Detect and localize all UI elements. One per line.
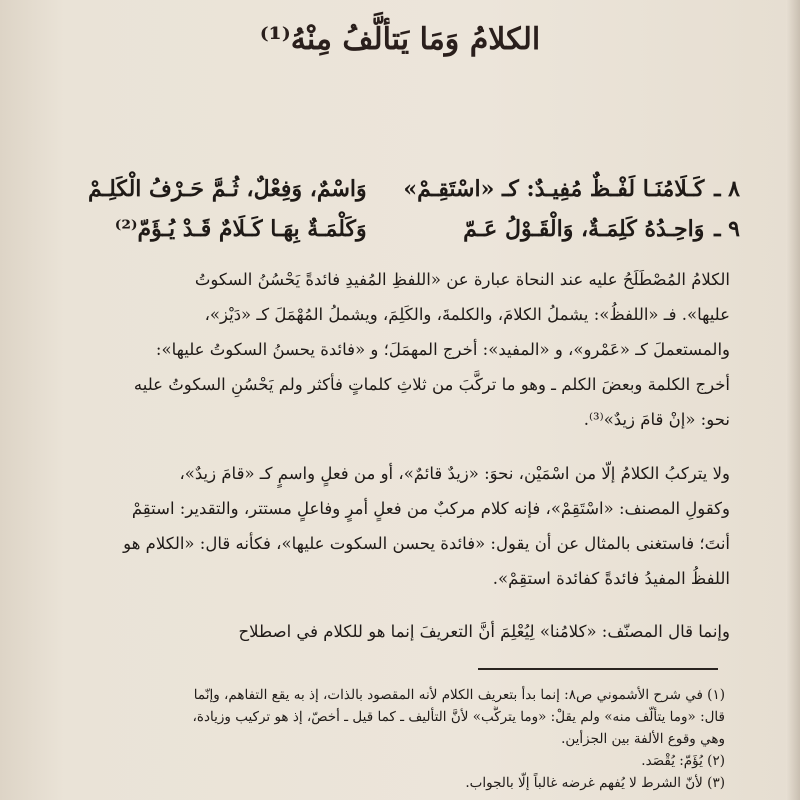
paragraph-composition [80,456,730,596]
text-line: عليها». فـ «اللفظُ»: يشملُ الكلامَ، والكلمةَ، والكَلِمَ، ويشملُ المُهْمَلَ كـ «دَيْز»، [204,305,730,324]
page-title: الكلامُ وَمَا يَتألَّفُ مِنْهُ⁽¹⁾ [259,22,541,57]
footnote-line: قال: «وما يتألّف منه» ولم يقلْ: «وما يتركَّب» لأنَّ التأليف ـ كما قيل ـ أخصّ، إذ هو تركيب وزيادة، [192,709,725,725]
verse-hemistich-second: وَاسْمٌ، وَفِعْلٌ، ثُـمَّ حَـرْفُ الْكَلِـمْ [88,176,367,202]
footnote-line: (١) في شرح الأشموني ص٨: إنما بدأ بتعريف الكلام لأنه المقصود بالذات، إذ به يقع التفاهم، وإنّما [193,687,725,703]
paragraph-definition [80,262,730,437]
text-line: نحو: «إنْ قامَ زيدٌ»⁽³⁾. [583,410,730,429]
text-line: وإنما قال المصنّف: «كلامُنا» لِيُعْلِمَ أنَّ التعريفَ إنما هو للكلام في اصطلاح [238,622,730,641]
verse-hemistich-first: وَاحِـدُهُ كَلِمَـةٌ، وَالْقَـوْلُ عَـمّ [463,216,705,242]
footnote-line: (٢) يُؤَمّ: يُقْصَد. [641,753,725,769]
verse-number: ٨ ـ [714,176,740,202]
verse-hemistich-second: وَكَلْمَـةٌ بِهَـا كَـلَامٌ قَـدْ يُـؤَمّ⁽²⁾ [114,216,367,242]
verse-number: ٩ ـ [714,216,740,242]
footnote-line: (٣) لأنّ الشرط لا يُفهم غرضه غالباً إلّا بالجواب. [465,775,725,791]
verse-line [50,176,740,202]
verse-line [50,216,740,242]
text-line: وكقولِ المصنف: «اسْتَقِمْ»، فإنه كلام مركبٌ من فعلٍ أمرٍ وفاعلٍ مستتر، والتقدير: استقِمْ [131,499,730,518]
paragraph-note [80,614,730,649]
footnote-divider [478,668,718,670]
text-line: ولا يتركبُ الكلامُ إلّا من اسْمَيْن، نحوَ: «زيدٌ قائمٌ»، أو من فعلٍ واسمٍ كـ «قامَ زيدٌ»، [179,464,730,483]
text-line: والمستعملَ كـ «عَمْرو»، و «المفيد»: أخرج المهمَلَ؛ و «فائدة يحسنُ السكوتُ عليها»: [155,340,730,359]
footnote-line: وهي وقوع الألفة بين الجزأين. [561,731,725,747]
text-line: أنتَ؛ فاستغنى بالمثال عن أن يقول: «فائدة يحسن السكوت عليها»، فكأنه قال: «الكلام هو [123,534,730,553]
text-line: أخرج الكلمة وبعضَ الكلم ـ وهو ما تركَّبَ من ثلاثِ كلماتٍ فأكثر ولم يَحْسُنِ السكوتُ عليه [133,375,730,394]
page-edge-shadow [786,0,800,800]
text-line: اللفظُ المفيدُ فائدةً كفائدة استقِمْ». [492,569,730,588]
verse-hemistich-first: كَـلَامُنَـا لَفْـظٌ مُفِيـدٌ: كـ «اسْتَقِـمْ» [403,176,705,202]
footnotes [85,684,725,794]
text-line: الكلامُ المُصْطَلَحُ عليه عند النحاة عبارة عن «اللفظِ المُفيدِ فائدةً يَحْسُنُ السكوتُ [194,270,730,289]
